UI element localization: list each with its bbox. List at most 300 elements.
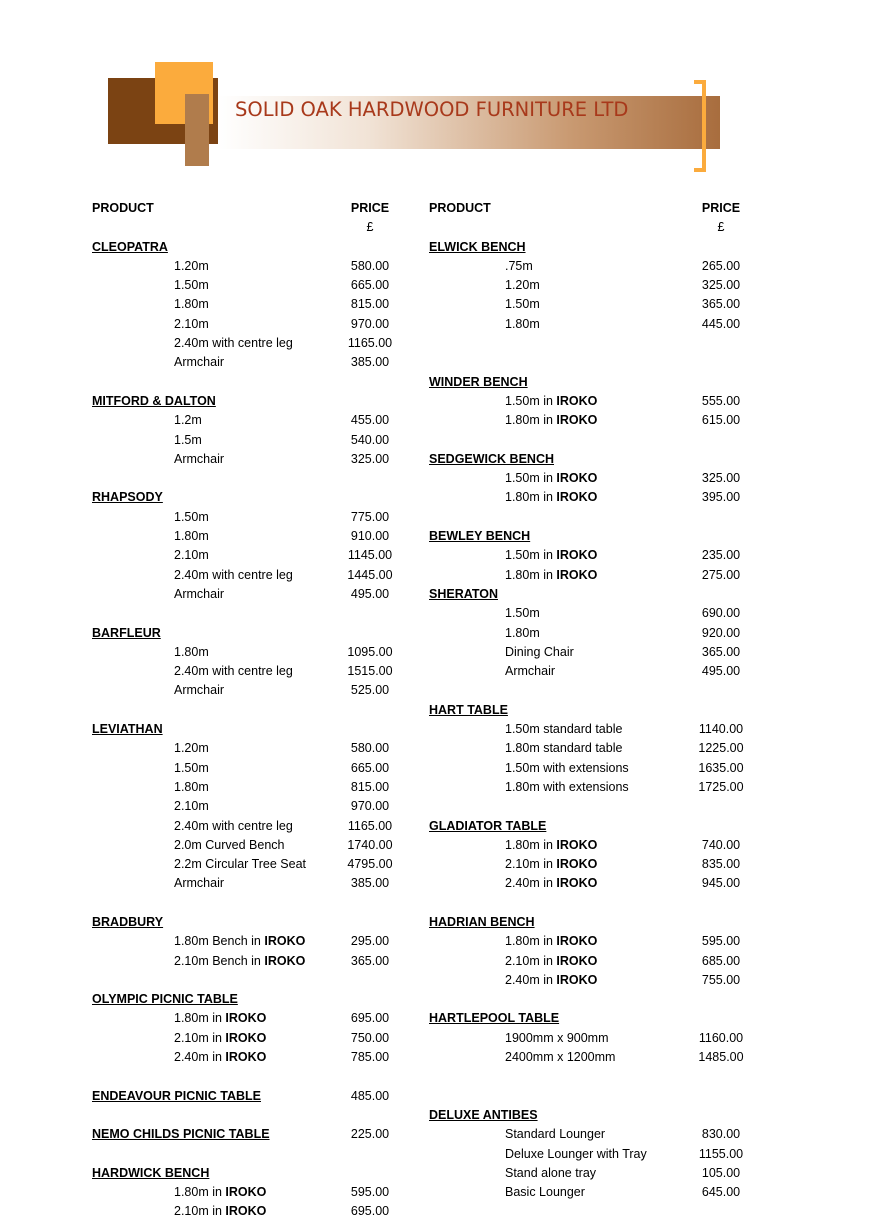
wood-type: IROKO bbox=[556, 490, 598, 505]
item-price: 365.00 bbox=[701, 297, 741, 312]
product-header: PRODUCT bbox=[92, 201, 154, 215]
item-price: 595.00 bbox=[350, 1185, 390, 1200]
item-price: 945.00 bbox=[701, 876, 741, 891]
item-description bbox=[505, 1029, 609, 1048]
item-description bbox=[174, 566, 293, 585]
price-row bbox=[429, 257, 754, 276]
product-name: HART TABLE bbox=[429, 702, 508, 717]
price-row bbox=[92, 1183, 402, 1202]
item-price: 920.00 bbox=[701, 625, 741, 640]
item-price: 1145.00 bbox=[347, 548, 393, 563]
item-price: 1485.00 bbox=[698, 1050, 744, 1065]
right-rows bbox=[429, 238, 754, 1203]
item-description bbox=[174, 411, 202, 430]
item-label: 1.80m in bbox=[505, 934, 557, 949]
logo-bracket bbox=[694, 80, 706, 172]
item-label: Armchair bbox=[505, 664, 556, 679]
item-label: Armchair bbox=[174, 683, 225, 698]
item-label: 2.10m Bench in bbox=[174, 953, 265, 968]
price-row bbox=[429, 720, 754, 739]
item-price: 235.00 bbox=[701, 548, 741, 563]
currency-symbol: £ bbox=[366, 220, 374, 235]
price-row bbox=[92, 315, 402, 334]
item-price: 295.00 bbox=[350, 934, 390, 949]
item-price: 365.00 bbox=[350, 953, 390, 968]
item-description bbox=[174, 1009, 266, 1028]
price-row bbox=[92, 257, 402, 276]
item-description bbox=[174, 257, 209, 276]
price-row bbox=[92, 527, 402, 546]
price-row bbox=[92, 276, 402, 295]
spacer-row bbox=[429, 334, 754, 353]
item-description bbox=[174, 315, 209, 334]
item-description bbox=[505, 932, 597, 951]
price-row bbox=[92, 295, 402, 314]
item-label: 1.80m bbox=[174, 529, 209, 544]
product-price: 225.00 bbox=[350, 1127, 390, 1142]
product-name: LEVIATHAN bbox=[92, 722, 163, 737]
item-label: Dining Chair bbox=[505, 644, 574, 659]
price-row bbox=[429, 1145, 754, 1164]
price-list-left bbox=[92, 199, 402, 1222]
spacer-row bbox=[92, 469, 402, 488]
item-label: 1.2m bbox=[174, 413, 202, 428]
product-section-row bbox=[92, 720, 402, 739]
item-description bbox=[505, 276, 540, 295]
item-label: Standard Lounger bbox=[505, 1127, 606, 1142]
item-price: 1740.00 bbox=[347, 837, 393, 852]
column-header-row bbox=[429, 199, 754, 218]
item-price: 595.00 bbox=[701, 934, 741, 949]
item-price: 4795.00 bbox=[347, 857, 393, 872]
spacer-row bbox=[429, 431, 754, 450]
price-row bbox=[429, 1048, 754, 1067]
price-row bbox=[92, 739, 402, 758]
item-price: 690.00 bbox=[701, 606, 741, 621]
item-label: 2.0m Curved Bench bbox=[174, 837, 285, 852]
spacer-row bbox=[429, 681, 754, 700]
item-price: 1165.00 bbox=[347, 336, 393, 351]
item-price: 265.00 bbox=[701, 258, 741, 273]
spacer-row bbox=[429, 894, 754, 913]
item-price: 695.00 bbox=[350, 1204, 390, 1219]
product-name: BARFLEUR bbox=[92, 625, 161, 640]
product-section-row bbox=[92, 913, 402, 932]
item-label: 2.40m with centre leg bbox=[174, 664, 293, 679]
product-section-row bbox=[429, 817, 754, 836]
item-description bbox=[505, 411, 597, 430]
wood-type: IROKO bbox=[264, 934, 306, 949]
item-price: 755.00 bbox=[701, 972, 741, 987]
item-price: 1165.00 bbox=[347, 818, 393, 833]
price-row bbox=[429, 1125, 754, 1144]
item-price: 835.00 bbox=[701, 857, 741, 872]
price-row bbox=[92, 1029, 402, 1048]
spacer-row bbox=[92, 1145, 402, 1164]
item-description bbox=[505, 624, 540, 643]
item-label: 1.50m in bbox=[505, 393, 557, 408]
item-label: .75m bbox=[505, 258, 533, 273]
item-price: 1140.00 bbox=[698, 722, 744, 737]
item-label: 2.10m in bbox=[174, 1204, 226, 1219]
item-label: 1.50m bbox=[174, 278, 209, 293]
spacer-row bbox=[429, 797, 754, 816]
item-label: 2.10m bbox=[174, 316, 209, 331]
product-name: SEDGEWICK BENCH bbox=[429, 451, 555, 466]
item-description bbox=[505, 488, 597, 507]
wood-type: IROKO bbox=[225, 1011, 267, 1026]
item-price: 385.00 bbox=[350, 876, 390, 891]
wood-type: IROKO bbox=[264, 953, 306, 968]
item-label: Armchair bbox=[174, 451, 225, 466]
item-label: 1.80m standard table bbox=[505, 741, 623, 756]
item-price: 1160.00 bbox=[698, 1030, 744, 1045]
item-price: 1155.00 bbox=[698, 1146, 744, 1161]
item-description bbox=[505, 778, 629, 797]
item-description bbox=[174, 295, 209, 314]
item-price: 615.00 bbox=[701, 413, 741, 428]
item-description bbox=[505, 257, 533, 276]
price-row bbox=[92, 817, 402, 836]
item-description bbox=[505, 836, 597, 855]
product-section-row bbox=[429, 450, 754, 469]
product-name: HADRIAN BENCH bbox=[429, 914, 535, 929]
item-price: 685.00 bbox=[701, 953, 741, 968]
item-label: 1.50m bbox=[505, 606, 540, 621]
item-description bbox=[174, 276, 209, 295]
product-section-row bbox=[429, 913, 754, 932]
product-name: SHERATON bbox=[429, 586, 498, 601]
price-row bbox=[429, 469, 754, 488]
product-section-row bbox=[92, 1125, 402, 1144]
item-description bbox=[505, 971, 597, 990]
item-price: 970.00 bbox=[350, 316, 390, 331]
item-price: 1225.00 bbox=[698, 741, 744, 756]
price-row bbox=[429, 624, 754, 643]
item-label: 1.20m bbox=[174, 258, 209, 273]
price-row bbox=[429, 932, 754, 951]
wood-type: IROKO bbox=[556, 857, 598, 872]
product-section-row bbox=[92, 1087, 402, 1106]
column-header-row bbox=[92, 199, 402, 218]
price-row bbox=[92, 566, 402, 585]
price-row bbox=[92, 662, 402, 681]
item-label: 1.80m in bbox=[505, 837, 557, 852]
item-price: 665.00 bbox=[350, 278, 390, 293]
price-row bbox=[429, 952, 754, 971]
price-row bbox=[92, 450, 402, 469]
wood-type: IROKO bbox=[556, 471, 598, 486]
item-price: 695.00 bbox=[350, 1011, 390, 1026]
item-price: 910.00 bbox=[350, 529, 390, 544]
price-row bbox=[92, 353, 402, 372]
item-label: Armchair bbox=[174, 355, 225, 370]
item-description bbox=[505, 874, 597, 893]
price-row bbox=[92, 797, 402, 816]
item-description bbox=[505, 1048, 615, 1067]
spacer-row bbox=[429, 1067, 754, 1086]
item-label: 2.10m in bbox=[505, 857, 557, 872]
item-label: 2.40m in bbox=[505, 876, 557, 891]
product-name: ELWICK BENCH bbox=[429, 239, 526, 254]
item-description bbox=[505, 855, 597, 874]
item-label: 1.80m in bbox=[505, 413, 557, 428]
item-label: 1.80m bbox=[505, 316, 540, 331]
spacer-row bbox=[92, 701, 402, 720]
price-row bbox=[429, 295, 754, 314]
price-row bbox=[92, 1202, 402, 1221]
item-label: 1.50m bbox=[174, 760, 209, 775]
item-label: 1.80m in bbox=[174, 1011, 226, 1026]
price-row bbox=[92, 874, 402, 893]
item-price: 665.00 bbox=[350, 760, 390, 775]
item-label: 1.80m in bbox=[505, 567, 557, 582]
price-row bbox=[92, 546, 402, 565]
wood-type: IROKO bbox=[225, 1185, 267, 1200]
item-price: 540.00 bbox=[350, 432, 390, 447]
price-row bbox=[429, 643, 754, 662]
item-label: 1900mm x 900mm bbox=[505, 1030, 609, 1045]
item-description bbox=[174, 643, 209, 662]
item-label: 2.10m in bbox=[505, 953, 557, 968]
wood-type: IROKO bbox=[225, 1204, 267, 1219]
item-label: 1.80m with extensions bbox=[505, 779, 629, 794]
price-row bbox=[92, 778, 402, 797]
price-row bbox=[429, 276, 754, 295]
item-description bbox=[174, 874, 224, 893]
wood-type: IROKO bbox=[225, 1050, 267, 1065]
wood-type: IROKO bbox=[556, 393, 598, 408]
item-description bbox=[505, 546, 597, 565]
item-label: Deluxe Lounger with Tray bbox=[505, 1146, 647, 1161]
price-row bbox=[92, 855, 402, 874]
spacer-row bbox=[92, 971, 402, 990]
wood-type: IROKO bbox=[556, 876, 598, 891]
wood-type: IROKO bbox=[556, 934, 598, 949]
price-row bbox=[429, 604, 754, 623]
item-price: 495.00 bbox=[701, 664, 741, 679]
spacer-row bbox=[92, 1067, 402, 1086]
item-description bbox=[505, 662, 555, 681]
product-name: ENDEAVOUR PICNIC TABLE bbox=[92, 1088, 261, 1103]
product-name: RHAPSODY bbox=[92, 490, 163, 505]
spacer-row bbox=[429, 1087, 754, 1106]
item-label: 1.50m in bbox=[505, 471, 557, 486]
product-name: DELUXE ANTIBES bbox=[429, 1107, 538, 1122]
price-row bbox=[92, 508, 402, 527]
product-section-row bbox=[92, 1164, 402, 1183]
item-description bbox=[174, 739, 209, 758]
spacer-row bbox=[92, 604, 402, 623]
item-price: 325.00 bbox=[701, 278, 741, 293]
item-price: 105.00 bbox=[701, 1165, 741, 1180]
item-price: 275.00 bbox=[701, 567, 741, 582]
item-price: 1095.00 bbox=[347, 644, 393, 659]
product-section-row bbox=[429, 238, 754, 257]
product-section-row bbox=[429, 585, 754, 604]
product-section-row bbox=[92, 488, 402, 507]
spacer-row bbox=[92, 373, 402, 392]
item-price: 815.00 bbox=[350, 297, 390, 312]
item-price: 325.00 bbox=[701, 471, 741, 486]
item-description bbox=[174, 508, 209, 527]
price-row bbox=[429, 411, 754, 430]
item-description bbox=[505, 1183, 585, 1202]
item-price: 645.00 bbox=[701, 1185, 741, 1200]
item-label: 1.80m Bench in bbox=[174, 934, 265, 949]
item-description bbox=[174, 353, 224, 372]
item-label: Stand alone tray bbox=[505, 1165, 597, 1180]
wood-type: IROKO bbox=[556, 972, 598, 987]
wood-type: IROKO bbox=[556, 548, 598, 563]
price-row bbox=[92, 1009, 402, 1028]
product-name: HARDWICK BENCH bbox=[92, 1165, 210, 1180]
price-row bbox=[92, 932, 402, 951]
price-row bbox=[92, 836, 402, 855]
item-price: 385.00 bbox=[350, 355, 390, 370]
item-description bbox=[174, 585, 224, 604]
wood-type: IROKO bbox=[556, 413, 598, 428]
item-label: 1.80m bbox=[174, 297, 209, 312]
price-row bbox=[92, 1048, 402, 1067]
item-description bbox=[505, 392, 597, 411]
item-label: 1.80m in bbox=[174, 1185, 226, 1200]
item-description bbox=[505, 952, 597, 971]
item-label: 1.80m bbox=[174, 644, 209, 659]
item-description bbox=[174, 450, 224, 469]
item-label: 1.50m in bbox=[505, 548, 557, 563]
item-price: 495.00 bbox=[350, 586, 390, 601]
product-name: OLYMPIC PICNIC TABLE bbox=[92, 992, 238, 1007]
item-description bbox=[174, 797, 209, 816]
spacer-row bbox=[429, 508, 754, 527]
price-row bbox=[92, 681, 402, 700]
item-label: 2.10m in bbox=[174, 1030, 226, 1045]
item-description bbox=[505, 315, 540, 334]
item-description bbox=[174, 759, 209, 778]
item-description bbox=[174, 817, 293, 836]
item-label: Armchair bbox=[174, 876, 225, 891]
item-description bbox=[505, 566, 597, 585]
item-label: 2.40m with centre leg bbox=[174, 818, 293, 833]
item-price: 1635.00 bbox=[698, 760, 744, 775]
item-label: 2400mm x 1200mm bbox=[505, 1050, 616, 1065]
product-section-row bbox=[92, 392, 402, 411]
price-row bbox=[429, 1029, 754, 1048]
item-price: 830.00 bbox=[701, 1127, 741, 1142]
left-rows bbox=[92, 238, 402, 1222]
product-name: GLADIATOR TABLE bbox=[429, 818, 547, 833]
item-label: Armchair bbox=[174, 586, 225, 601]
price-row bbox=[429, 392, 754, 411]
product-section-row bbox=[429, 373, 754, 392]
item-description bbox=[174, 546, 209, 565]
price-row bbox=[429, 1183, 754, 1202]
product-section-row bbox=[92, 238, 402, 257]
item-price: 815.00 bbox=[350, 779, 390, 794]
item-price: 555.00 bbox=[701, 393, 741, 408]
item-description bbox=[505, 1145, 647, 1164]
item-label: 1.50m with extensions bbox=[505, 760, 629, 775]
item-description bbox=[174, 778, 209, 797]
logo-tan-bar bbox=[185, 94, 209, 166]
item-description bbox=[505, 720, 622, 739]
price-row bbox=[429, 488, 754, 507]
item-description bbox=[505, 643, 574, 662]
price-row bbox=[92, 334, 402, 353]
spacer-row bbox=[92, 894, 402, 913]
item-label: 2.40m with centre leg bbox=[174, 336, 293, 351]
currency-row bbox=[92, 218, 402, 237]
price-row bbox=[429, 662, 754, 681]
item-label: 2.2m Circular Tree Seat bbox=[174, 857, 306, 872]
item-label: 2.10m bbox=[174, 799, 209, 814]
item-description bbox=[174, 527, 209, 546]
item-price: 445.00 bbox=[701, 316, 741, 331]
item-description bbox=[174, 855, 306, 874]
product-name: HARTLEPOOL TABLE bbox=[429, 1011, 560, 1026]
price-row bbox=[429, 855, 754, 874]
item-description bbox=[505, 469, 597, 488]
item-price: 580.00 bbox=[350, 741, 390, 756]
item-label: 2.40m with centre leg bbox=[174, 567, 293, 582]
wood-type: IROKO bbox=[556, 567, 598, 582]
price-row bbox=[92, 431, 402, 450]
price-row bbox=[429, 739, 754, 758]
price-header: PRICE bbox=[350, 201, 390, 215]
product-name: BRADBURY bbox=[92, 914, 164, 929]
product-header: PRODUCT bbox=[429, 201, 491, 215]
product-section-row bbox=[429, 527, 754, 546]
item-description bbox=[505, 1164, 596, 1183]
price-header: PRICE bbox=[701, 201, 741, 215]
item-label: 1.80m in bbox=[505, 490, 557, 505]
item-description bbox=[174, 334, 293, 353]
wood-type: IROKO bbox=[556, 953, 598, 968]
item-description bbox=[174, 952, 305, 971]
item-label: 1.50m standard table bbox=[505, 722, 623, 737]
item-price: 325.00 bbox=[350, 451, 390, 466]
item-label: 2.40m in bbox=[505, 972, 557, 987]
product-section-row bbox=[92, 990, 402, 1009]
product-name: NEMO CHILDS PICNIC TABLE bbox=[92, 1127, 270, 1142]
product-price: 485.00 bbox=[350, 1088, 390, 1103]
wood-type: IROKO bbox=[556, 837, 598, 852]
spacer-row bbox=[92, 1106, 402, 1125]
product-section-row bbox=[429, 1106, 754, 1125]
price-row bbox=[429, 546, 754, 565]
item-price: 775.00 bbox=[350, 509, 390, 524]
item-description bbox=[174, 1029, 266, 1048]
price-row bbox=[429, 874, 754, 893]
item-price: 1725.00 bbox=[698, 779, 744, 794]
price-row bbox=[429, 778, 754, 797]
item-price: 750.00 bbox=[350, 1030, 390, 1045]
item-price: 785.00 bbox=[350, 1050, 390, 1065]
price-row bbox=[429, 971, 754, 990]
product-section-row bbox=[429, 701, 754, 720]
item-description bbox=[505, 1125, 605, 1144]
item-label: 2.10m bbox=[174, 548, 209, 563]
item-description bbox=[174, 681, 224, 700]
item-description bbox=[174, 932, 305, 951]
item-price: 365.00 bbox=[701, 644, 741, 659]
currency-symbol: £ bbox=[717, 220, 725, 235]
item-label: 1.20m bbox=[174, 741, 209, 756]
price-row bbox=[429, 836, 754, 855]
item-price: 455.00 bbox=[350, 413, 390, 428]
price-list-right bbox=[429, 199, 754, 1202]
